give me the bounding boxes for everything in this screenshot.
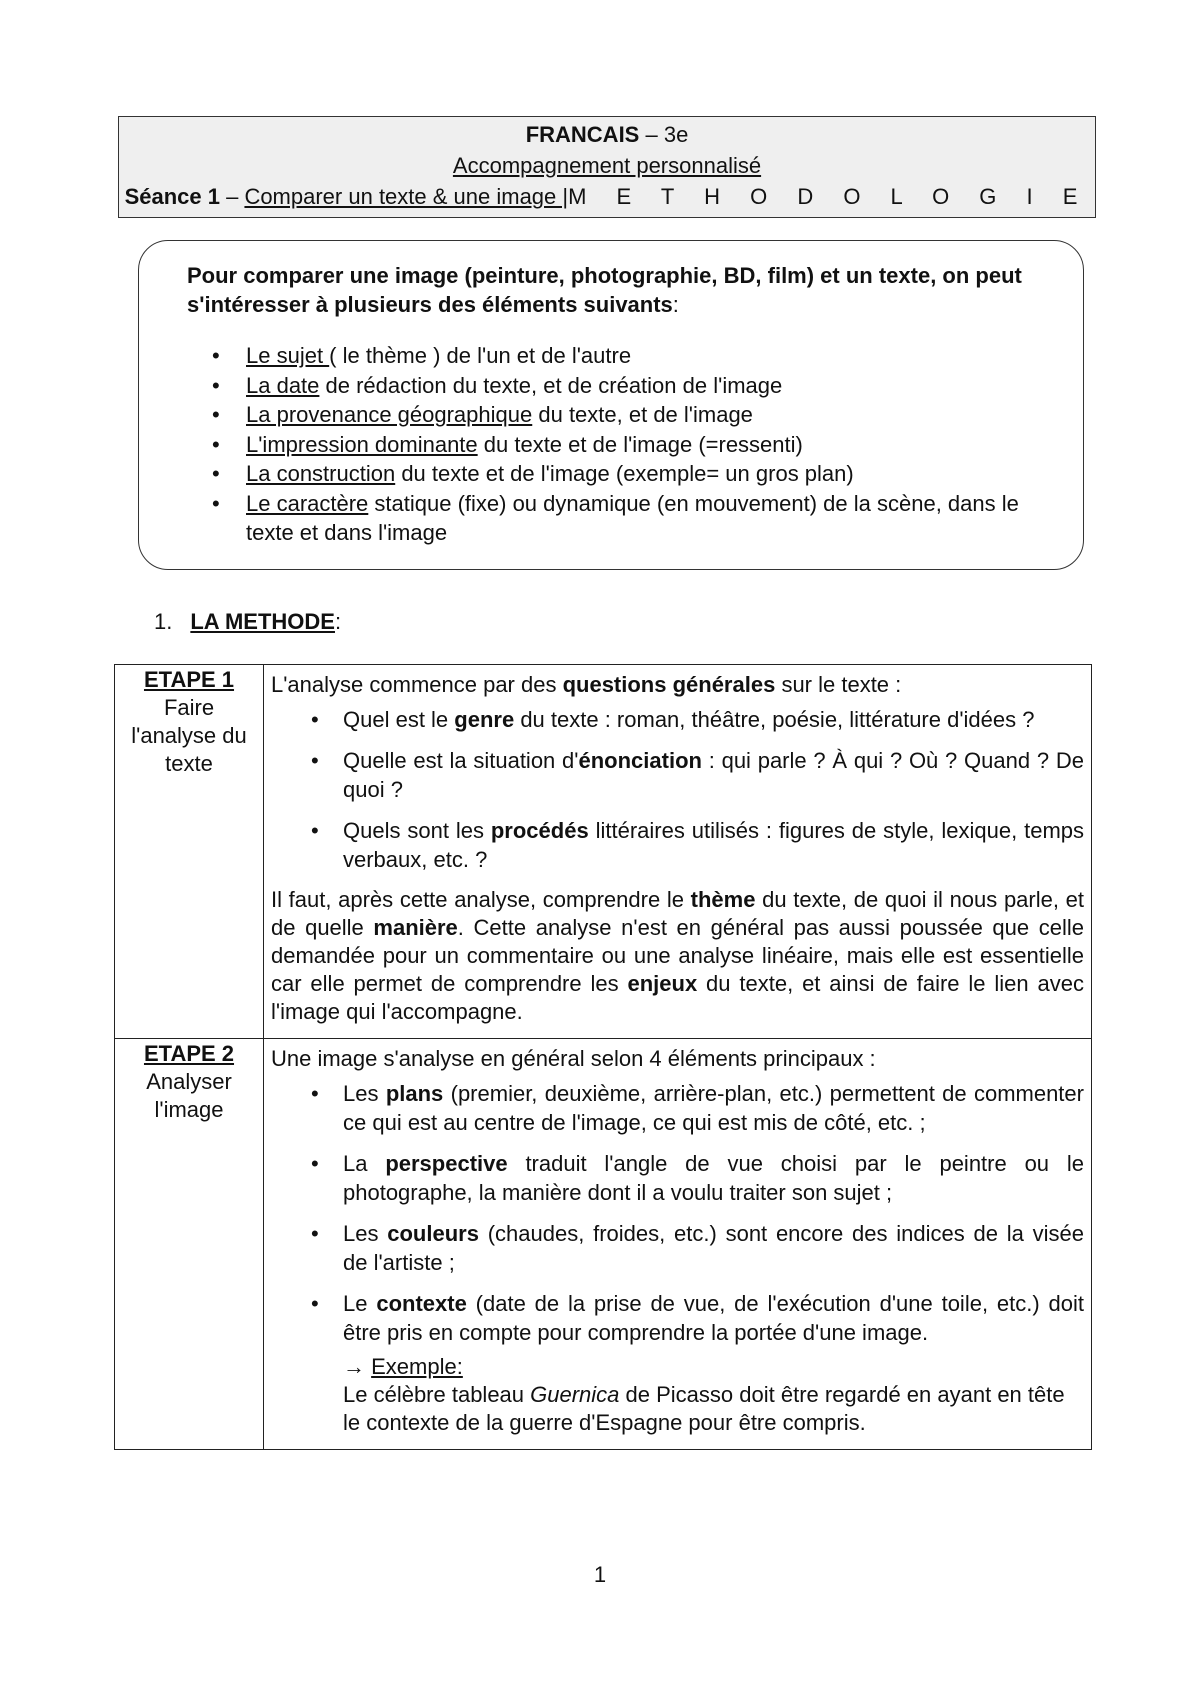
table-row [115, 1039, 1092, 1450]
intro-heading [187, 261, 1053, 319]
text-span: (premier, deuxième, arrière-plan, etc.) permettent de commenter ce qui est au centre de l'image, ce qui est mis de côté, etc. ; [343, 1081, 1084, 1135]
text-bold: manière [373, 915, 458, 940]
step-2-desc: Analyser l'image [146, 1069, 232, 1122]
list-item-text: ( le thème ) de l'un et de l'autre [329, 343, 632, 368]
step-2-content [264, 1039, 1092, 1450]
step-1-content [264, 665, 1092, 1039]
intro-box [138, 240, 1084, 570]
text-span: Quelle est la situation d' [343, 748, 579, 773]
header-dash: – [639, 122, 664, 147]
list-item-text: de rédaction du texte, et de création de l'image [319, 372, 783, 398]
list-item [311, 1219, 1084, 1277]
list-item [311, 1289, 1084, 1347]
header-line-1 [119, 119, 1095, 150]
section-number: 1. [154, 609, 173, 634]
text-span: La [343, 1151, 386, 1176]
intro-list [187, 341, 1053, 548]
intro-heading-colon: : [672, 292, 679, 317]
step-2-cell [115, 1039, 264, 1450]
text-span: Il faut, après cette analyse, comprendre le [271, 887, 691, 912]
step-2-title: ETAPE 2 [143, 1041, 235, 1066]
list-item [212, 371, 1053, 401]
step-1-paragraph [271, 886, 1084, 1026]
list-item-key: La construction [246, 461, 396, 486]
text-span: Le célèbre tableau [343, 1382, 531, 1407]
step-1-cell [115, 665, 264, 1039]
list-item [311, 705, 1084, 734]
text-span: de Picasso doit être regardé en ayant en tête le contexte de la guerre d'Espagne pour être compris. [343, 1382, 1065, 1435]
list-item [212, 400, 1053, 430]
text-span: : qui parle ? À qui ? Où ? Quand ? De quoi ? [343, 748, 1084, 802]
arrow-icon: → [343, 1354, 372, 1379]
list-item-key: La provenance géographique [246, 402, 533, 427]
text-span: (date de la prise de vue, de l'exécution d'une toile, etc.) doit être pris en compte pour comprendre la portée d'une image. [343, 1291, 1084, 1345]
seance-label: Séance 1 [124, 184, 220, 209]
text-bold: procédés [490, 818, 589, 843]
text-span: traduit l'angle de vue choisi par le peintre ou le photographe, la manière dont il a voulu traiter son sujet ; [343, 1151, 1084, 1205]
text-span: Le [343, 1291, 377, 1316]
header-subtitle: Accompagnement personnalisé [452, 153, 762, 178]
step-1-list [271, 705, 1084, 874]
list-item [311, 816, 1084, 874]
text-bold: couleurs [387, 1221, 479, 1246]
section-title [154, 609, 341, 635]
text-span: Quels sont les [343, 818, 491, 843]
text-bold: enjeux [627, 971, 698, 996]
list-item [212, 459, 1053, 489]
text-italic: Guernica [530, 1382, 620, 1407]
text-span: du texte, de quoi il nous parle, et de quelle [271, 887, 1084, 940]
text-bold: énonciation [578, 748, 702, 773]
text-bold: genre [454, 707, 515, 732]
step-1-intro [271, 671, 1084, 699]
header-line-2 [119, 150, 1095, 181]
header-dash-2: – [219, 184, 245, 209]
text-bold: plans [385, 1081, 444, 1106]
text-span: du texte : roman, théâtre, poésie, littérature d'idées ? [514, 707, 1035, 732]
list-item-key: Le caractère [246, 490, 369, 516]
text-span: Les [343, 1081, 386, 1106]
list-item-key: L'impression dominante [246, 431, 478, 457]
example-label: Exemple: [371, 1354, 463, 1379]
intro-heading-text: Pour comparer une image (peinture, photographie, BD, film) et un texte, on peut s'intéresser à plusieurs des éléments suivants [187, 263, 1022, 317]
text-span: L'analyse commence par des [271, 672, 563, 697]
table-row [115, 665, 1092, 1039]
text-span: . Cette analyse n'est en général pas aussi poussée que celle demandée pour un commentaire ou une analyse linéaire, mais elle est essentielle car elle permet de comprendre les [271, 915, 1084, 996]
subject-label: FRANCAIS [525, 122, 640, 147]
list-item-key: La date [246, 372, 320, 398]
header-line-3 [119, 181, 1095, 212]
list-item-text: du texte et de l'image (exemple= un gros plan) [395, 461, 854, 486]
step-1-title: ETAPE 1 [143, 667, 235, 692]
list-item [311, 746, 1084, 804]
list-item [311, 1149, 1084, 1207]
text-span: Quel est le [343, 707, 455, 732]
methodologie-label: M E T H O D O L O G I E [568, 184, 1090, 209]
list-item [212, 341, 1053, 371]
list-item-key: Le sujet [246, 343, 330, 368]
step-2-list [271, 1079, 1084, 1347]
example-block [271, 1353, 1084, 1437]
text-span: Les [343, 1221, 388, 1246]
section-colon: : [334, 609, 342, 634]
page-number: 1 [593, 1562, 607, 1587]
example-text [343, 1381, 1084, 1437]
text-bold: contexte [376, 1291, 467, 1316]
method-table [114, 664, 1092, 1450]
step-2-intro: Une image s'analyse en général selon 4 éléments principaux : [271, 1046, 876, 1071]
text-bold: questions générales [562, 672, 776, 697]
text-span: (chaudes, froides, etc.) sont encore des indices de la visée de l'artiste ; [343, 1221, 1084, 1275]
list-item-text: statique (fixe) ou dynamique (en mouvement) de la scène, dans le texte et dans l'image [246, 490, 1019, 545]
text-span: sur le texte : [775, 672, 902, 697]
grade-label: 3e [663, 122, 689, 147]
list-item-text: du texte et de l'image (=ressenti) [477, 431, 803, 457]
text-span: littéraires utilisés : figures de style, lexique, temps verbaux, etc. ? [343, 818, 1085, 872]
list-item [212, 430, 1053, 460]
example-label-line [343, 1353, 1084, 1381]
seance-title: Comparer un texte & une image | [244, 184, 569, 209]
step-1-desc: Faire l'analyse du texte [131, 695, 247, 776]
list-item [311, 1079, 1084, 1137]
list-item-text: du texte, et de l'image [532, 402, 753, 427]
text-bold: thème [690, 887, 756, 912]
header-box [118, 116, 1096, 218]
section-title-text: LA METHODE [190, 609, 335, 634]
text-span: du texte, et ainsi de faire le lien avec l'image qui l'accompagne. [271, 971, 1084, 1024]
text-bold: perspective [385, 1151, 508, 1176]
list-item [212, 489, 1053, 548]
